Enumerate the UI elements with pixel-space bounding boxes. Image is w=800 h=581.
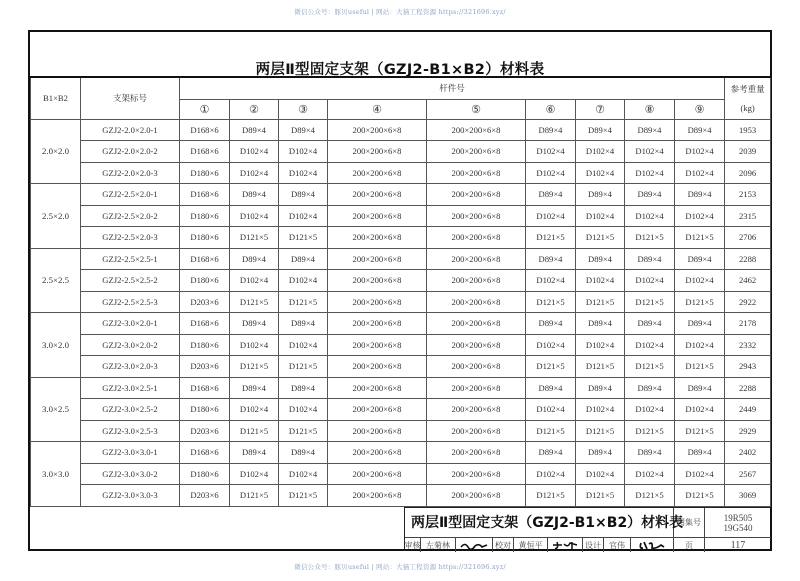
member-3-cell: D102×4 xyxy=(279,399,328,421)
member-1-cell: D203×6 xyxy=(180,291,230,313)
support-id-cell: GZJ2-3.0×2.0-3 xyxy=(81,356,180,378)
member-2-cell: D121×5 xyxy=(230,227,279,249)
header-member-7: ⑦ xyxy=(576,99,625,119)
atlas-label: 图集号 xyxy=(674,508,705,538)
member-6-cell: D102×4 xyxy=(526,399,576,421)
member-9-cell: D102×4 xyxy=(675,334,725,356)
member-6-cell: D89×4 xyxy=(526,313,576,335)
member-6-cell: D121×5 xyxy=(526,356,576,378)
member-4-cell: 200×200×6×8 xyxy=(328,485,427,507)
member-8-cell: D121×5 xyxy=(625,420,675,442)
signature-icon xyxy=(459,540,489,550)
header-size: B1×B2 xyxy=(31,77,81,119)
member-1-cell: D180×6 xyxy=(180,205,230,227)
member-9-cell: D121×5 xyxy=(675,420,725,442)
member-7-cell: D102×4 xyxy=(576,399,625,421)
member-8-cell: D89×4 xyxy=(625,248,675,270)
member-5-cell: 200×200×6×8 xyxy=(427,377,526,399)
member-8-cell: D102×4 xyxy=(625,334,675,356)
signature-icon xyxy=(637,540,667,551)
member-4-cell: 200×200×6×8 xyxy=(328,291,427,313)
member-4-cell: 200×200×6×8 xyxy=(328,270,427,292)
member-9-cell: D89×4 xyxy=(675,248,725,270)
weight-cell: 2288 xyxy=(725,377,771,399)
member-4-cell: 200×200×6×8 xyxy=(328,420,427,442)
member-4-cell: 200×200×6×8 xyxy=(328,227,427,249)
support-id-cell: GZJ2-2.5×2.0-3 xyxy=(81,227,180,249)
support-id-cell: GZJ2-3.0×2.0-1 xyxy=(81,313,180,335)
member-4-cell: 200×200×6×8 xyxy=(328,463,427,485)
member-6-cell: D89×4 xyxy=(526,184,576,206)
atlas-number xyxy=(705,508,771,538)
member-4-cell: 200×200×6×8 xyxy=(328,141,427,163)
member-1-cell: D180×6 xyxy=(180,270,230,292)
table-row xyxy=(31,270,771,292)
member-9-cell: D89×4 xyxy=(675,442,725,464)
member-1-cell: D203×6 xyxy=(180,356,230,378)
atlas-number-2: 19G540 xyxy=(723,522,753,533)
member-7-cell: D89×4 xyxy=(576,184,625,206)
member-1-cell: D168×6 xyxy=(180,313,230,335)
member-7-cell: D102×4 xyxy=(576,141,625,163)
member-2-cell: D89×4 xyxy=(230,442,279,464)
member-3-cell: D89×4 xyxy=(279,442,328,464)
member-7-cell: D121×5 xyxy=(576,420,625,442)
support-id-cell: GZJ2-2.0×2.0-3 xyxy=(81,162,180,184)
member-1-cell: D203×6 xyxy=(180,420,230,442)
table-row xyxy=(31,227,771,249)
member-2-cell: D89×4 xyxy=(230,377,279,399)
member-6-cell: D89×4 xyxy=(526,442,576,464)
member-3-cell: D102×4 xyxy=(279,141,328,163)
checker-signature xyxy=(548,538,583,552)
member-4-cell: 200×200×6×8 xyxy=(328,184,427,206)
member-9-cell: D121×5 xyxy=(675,227,725,249)
material-table xyxy=(30,76,771,507)
member-1-cell: D180×6 xyxy=(180,463,230,485)
member-5-cell: 200×200×6×8 xyxy=(427,119,526,141)
weight-cell: 3069 xyxy=(725,485,771,507)
weight-cell: 2153 xyxy=(725,184,771,206)
size-group-cell: 3.0×2.5 xyxy=(31,377,81,442)
header-member-3: ③ xyxy=(279,99,328,119)
support-id-cell: GZJ2-3.0×2.5-2 xyxy=(81,399,180,421)
member-8-cell: D102×4 xyxy=(625,399,675,421)
support-id-cell: GZJ2-3.0×3.0-2 xyxy=(81,463,180,485)
member-4-cell: 200×200×6×8 xyxy=(328,334,427,356)
drawing-frame xyxy=(28,30,772,551)
checker-name: 黄恒平 xyxy=(514,538,548,552)
size-group-cell: 3.0×2.0 xyxy=(31,313,81,378)
member-4-cell: 200×200×6×8 xyxy=(328,313,427,335)
table-row xyxy=(31,119,771,141)
member-8-cell: D102×4 xyxy=(625,463,675,485)
member-7-cell: D121×5 xyxy=(576,291,625,313)
support-id-cell: GZJ2-2.5×2.0-1 xyxy=(81,184,180,206)
member-9-cell: D102×4 xyxy=(675,270,725,292)
member-5-cell: 200×200×6×8 xyxy=(427,334,526,356)
member-5-cell: 200×200×6×8 xyxy=(427,485,526,507)
support-id-cell: GZJ2-3.0×3.0-1 xyxy=(81,442,180,464)
member-5-cell: 200×200×6×8 xyxy=(427,442,526,464)
header-weight-unit: (kg) xyxy=(740,103,755,114)
table-row xyxy=(31,313,771,335)
member-2-cell: D102×4 xyxy=(230,141,279,163)
weight-cell: 2096 xyxy=(725,162,771,184)
member-2-cell: D102×4 xyxy=(230,205,279,227)
member-2-cell: D102×4 xyxy=(230,270,279,292)
header-weight xyxy=(725,77,771,119)
member-5-cell: 200×200×6×8 xyxy=(427,420,526,442)
header-support-id: 支架标号 xyxy=(81,77,180,119)
size-group-cell: 2.5×2.5 xyxy=(31,248,81,313)
member-2-cell: D121×5 xyxy=(230,420,279,442)
member-1-cell: D203×6 xyxy=(180,485,230,507)
member-1-cell: D168×6 xyxy=(180,248,230,270)
header-members-group: 杆件号 xyxy=(180,77,725,99)
weight-cell: 2929 xyxy=(725,420,771,442)
member-8-cell: D102×4 xyxy=(625,205,675,227)
weight-cell: 2706 xyxy=(725,227,771,249)
review-label: 审核 xyxy=(405,538,421,552)
member-6-cell: D102×4 xyxy=(526,141,576,163)
member-7-cell: D121×5 xyxy=(576,356,625,378)
weight-cell: 2288 xyxy=(725,248,771,270)
member-1-cell: D180×6 xyxy=(180,399,230,421)
weight-cell: 2943 xyxy=(725,356,771,378)
size-group-cell: 3.0×3.0 xyxy=(31,442,81,507)
member-7-cell: D121×5 xyxy=(576,485,625,507)
page-number: 117 xyxy=(730,539,746,551)
member-6-cell: D102×4 xyxy=(526,162,576,184)
weight-cell: 2178 xyxy=(725,313,771,335)
member-9-cell: D121×5 xyxy=(675,485,725,507)
member-3-cell: D89×4 xyxy=(279,377,328,399)
member-7-cell: D89×4 xyxy=(576,119,625,141)
header-member-1: ① xyxy=(180,99,230,119)
table-row xyxy=(31,184,771,206)
support-id-cell: GZJ2-2.0×2.0-1 xyxy=(81,119,180,141)
table-row xyxy=(31,377,771,399)
member-2-cell: D102×4 xyxy=(230,399,279,421)
member-3-cell: D102×4 xyxy=(279,162,328,184)
member-9-cell: D102×4 xyxy=(675,463,725,485)
table-row xyxy=(31,399,771,421)
member-9-cell: D89×4 xyxy=(675,313,725,335)
header-member-9: ⑨ xyxy=(675,99,725,119)
member-2-cell: D102×4 xyxy=(230,162,279,184)
weight-cell: 2567 xyxy=(725,463,771,485)
member-9-cell: D121×5 xyxy=(675,291,725,313)
weight-cell: 2449 xyxy=(725,399,771,421)
member-9-cell: D89×4 xyxy=(675,184,725,206)
member-5-cell: 200×200×6×8 xyxy=(427,227,526,249)
table-row xyxy=(31,291,771,313)
member-4-cell: 200×200×6×8 xyxy=(328,248,427,270)
member-4-cell: 200×200×6×8 xyxy=(328,377,427,399)
member-7-cell: D121×5 xyxy=(576,227,625,249)
size-group-cell: 2.0×2.0 xyxy=(31,119,81,184)
member-7-cell: D102×4 xyxy=(576,270,625,292)
weight-cell: 1953 xyxy=(725,119,771,141)
member-2-cell: D89×4 xyxy=(230,119,279,141)
member-2-cell: D102×4 xyxy=(230,463,279,485)
member-7-cell: D89×4 xyxy=(576,313,625,335)
member-2-cell: D89×4 xyxy=(230,313,279,335)
member-3-cell: D121×5 xyxy=(279,291,328,313)
member-6-cell: D121×5 xyxy=(526,485,576,507)
header-member-5: ⑤ xyxy=(427,99,526,119)
table-row xyxy=(31,205,771,227)
member-3-cell: D102×4 xyxy=(279,205,328,227)
member-8-cell: D121×5 xyxy=(625,356,675,378)
designer-signature xyxy=(631,538,674,552)
member-1-cell: D180×6 xyxy=(180,227,230,249)
member-6-cell: D121×5 xyxy=(526,420,576,442)
member-8-cell: D89×4 xyxy=(625,184,675,206)
header-member-2: ② xyxy=(230,99,279,119)
reviewer-signature xyxy=(456,538,493,552)
table-body xyxy=(31,119,771,506)
weight-cell: 2315 xyxy=(725,205,771,227)
member-6-cell: D89×4 xyxy=(526,119,576,141)
member-8-cell: D121×5 xyxy=(625,227,675,249)
member-9-cell: D102×4 xyxy=(675,141,725,163)
member-4-cell: 200×200×6×8 xyxy=(328,205,427,227)
member-2-cell: D121×5 xyxy=(230,356,279,378)
atlas-number-1: 19R505 xyxy=(723,512,753,523)
weight-cell: 2332 xyxy=(725,334,771,356)
title-block-title: 两层Ⅱ型固定支架（GZJ2-B1×B2）材料表 xyxy=(405,508,674,538)
member-9-cell: D121×5 xyxy=(675,356,725,378)
member-4-cell: 200×200×6×8 xyxy=(328,399,427,421)
member-4-cell: 200×200×6×8 xyxy=(328,356,427,378)
member-5-cell: 200×200×6×8 xyxy=(427,205,526,227)
member-3-cell: D89×4 xyxy=(279,184,328,206)
header-member-8: ⑧ xyxy=(625,99,675,119)
member-2-cell: D102×4 xyxy=(230,334,279,356)
member-8-cell: D102×4 xyxy=(625,162,675,184)
header-weight-label: 参考重量 xyxy=(730,85,765,96)
member-8-cell: D121×5 xyxy=(625,291,675,313)
member-7-cell: D102×4 xyxy=(576,463,625,485)
support-id-cell: GZJ2-2.0×2.0-2 xyxy=(81,141,180,163)
header-member-4: ④ xyxy=(328,99,427,119)
member-4-cell: 200×200×6×8 xyxy=(328,162,427,184)
member-1-cell: D180×6 xyxy=(180,334,230,356)
design-label: 设计 xyxy=(583,538,604,552)
member-5-cell: 200×200×6×8 xyxy=(427,141,526,163)
designer-name: 官伟 xyxy=(604,538,631,552)
weight-cell: 2462 xyxy=(725,270,771,292)
title-block xyxy=(404,507,770,551)
member-8-cell: D121×5 xyxy=(625,485,675,507)
table-row xyxy=(31,334,771,356)
member-7-cell: D89×4 xyxy=(576,248,625,270)
member-6-cell: D89×4 xyxy=(526,248,576,270)
support-id-cell: GZJ2-3.0×2.5-1 xyxy=(81,377,180,399)
table-row xyxy=(31,141,771,163)
member-4-cell: 200×200×6×8 xyxy=(328,442,427,464)
size-group-cell: 2.5×2.0 xyxy=(31,184,81,249)
member-8-cell: D89×4 xyxy=(625,313,675,335)
member-6-cell: D102×4 xyxy=(526,463,576,485)
header-member-6: ⑥ xyxy=(526,99,576,119)
member-1-cell: D180×6 xyxy=(180,162,230,184)
member-2-cell: D89×4 xyxy=(230,248,279,270)
member-1-cell: D168×6 xyxy=(180,442,230,464)
member-7-cell: D102×4 xyxy=(576,162,625,184)
weight-cell: 2402 xyxy=(725,442,771,464)
member-4-cell: 200×200×6×8 xyxy=(328,119,427,141)
member-3-cell: D102×4 xyxy=(279,334,328,356)
member-1-cell: D168×6 xyxy=(180,377,230,399)
page-label: 页 xyxy=(674,538,705,552)
member-5-cell: 200×200×6×8 xyxy=(427,356,526,378)
member-9-cell: D89×4 xyxy=(675,119,725,141)
member-6-cell: D102×4 xyxy=(526,270,576,292)
member-9-cell: D102×4 xyxy=(675,399,725,421)
member-5-cell: 200×200×6×8 xyxy=(427,270,526,292)
watermark-top: 微信公众号：豚贝useful | 网站：大猫工程资源 https://321696.xyz/ xyxy=(294,8,506,16)
member-6-cell: D121×5 xyxy=(526,291,576,313)
member-9-cell: D89×4 xyxy=(675,377,725,399)
table-row xyxy=(31,356,771,378)
member-5-cell: 200×200×6×8 xyxy=(427,162,526,184)
member-9-cell: D102×4 xyxy=(675,205,725,227)
document-title: 两层Ⅱ型固定支架（GZJ2-B1×B2）材料表 xyxy=(255,62,545,78)
reviewer-name: 左菊林 xyxy=(421,538,456,552)
member-3-cell: D121×5 xyxy=(279,227,328,249)
member-8-cell: D89×4 xyxy=(625,377,675,399)
member-5-cell: 200×200×6×8 xyxy=(427,291,526,313)
table-row xyxy=(31,162,771,184)
member-2-cell: D121×5 xyxy=(230,291,279,313)
table-row xyxy=(31,485,771,507)
member-8-cell: D102×4 xyxy=(625,141,675,163)
member-5-cell: 200×200×6×8 xyxy=(427,463,526,485)
member-8-cell: D89×4 xyxy=(625,442,675,464)
watermark-bottom: 微信公众号：豚贝useful | 网站：大猫工程资源 https://321696.xyz/ xyxy=(294,563,506,571)
member-8-cell: D102×4 xyxy=(625,270,675,292)
member-7-cell: D89×4 xyxy=(576,377,625,399)
check-label: 校对 xyxy=(493,538,514,552)
table-row xyxy=(31,420,771,442)
table-row xyxy=(31,442,771,464)
member-1-cell: D168×6 xyxy=(180,141,230,163)
member-6-cell: D121×5 xyxy=(526,227,576,249)
member-6-cell: D89×4 xyxy=(526,377,576,399)
member-2-cell: D121×5 xyxy=(230,485,279,507)
table-row xyxy=(31,463,771,485)
member-7-cell: D102×4 xyxy=(576,205,625,227)
member-2-cell: D89×4 xyxy=(230,184,279,206)
member-7-cell: D102×4 xyxy=(576,334,625,356)
member-5-cell: 200×200×6×8 xyxy=(427,184,526,206)
support-id-cell: GZJ2-2.5×2.0-2 xyxy=(81,205,180,227)
member-3-cell: D89×4 xyxy=(279,119,328,141)
member-1-cell: D168×6 xyxy=(180,119,230,141)
member-3-cell: D102×4 xyxy=(279,270,328,292)
member-3-cell: D89×4 xyxy=(279,313,328,335)
member-5-cell: 200×200×6×8 xyxy=(427,399,526,421)
support-id-cell: GZJ2-3.0×3.0-3 xyxy=(81,485,180,507)
member-3-cell: D121×5 xyxy=(279,356,328,378)
member-5-cell: 200×200×6×8 xyxy=(427,313,526,335)
support-id-cell: GZJ2-2.5×2.5-1 xyxy=(81,248,180,270)
support-id-cell: GZJ2-3.0×2.5-3 xyxy=(81,420,180,442)
member-3-cell: D89×4 xyxy=(279,248,328,270)
signature-icon xyxy=(550,540,580,550)
support-id-cell: GZJ2-2.5×2.5-3 xyxy=(81,291,180,313)
member-3-cell: D121×5 xyxy=(279,485,328,507)
member-5-cell: 200×200×6×8 xyxy=(427,248,526,270)
member-6-cell: D102×4 xyxy=(526,205,576,227)
weight-cell: 2039 xyxy=(725,141,771,163)
table-row xyxy=(31,248,771,270)
support-id-cell: GZJ2-3.0×2.0-2 xyxy=(81,334,180,356)
weight-cell: 2922 xyxy=(725,291,771,313)
member-9-cell: D102×4 xyxy=(675,162,725,184)
member-3-cell: D121×5 xyxy=(279,420,328,442)
member-6-cell: D102×4 xyxy=(526,334,576,356)
member-1-cell: D168×6 xyxy=(180,184,230,206)
member-3-cell: D102×4 xyxy=(279,463,328,485)
support-id-cell: GZJ2-2.5×2.5-2 xyxy=(81,270,180,292)
member-8-cell: D89×4 xyxy=(625,119,675,141)
member-7-cell: D89×4 xyxy=(576,442,625,464)
